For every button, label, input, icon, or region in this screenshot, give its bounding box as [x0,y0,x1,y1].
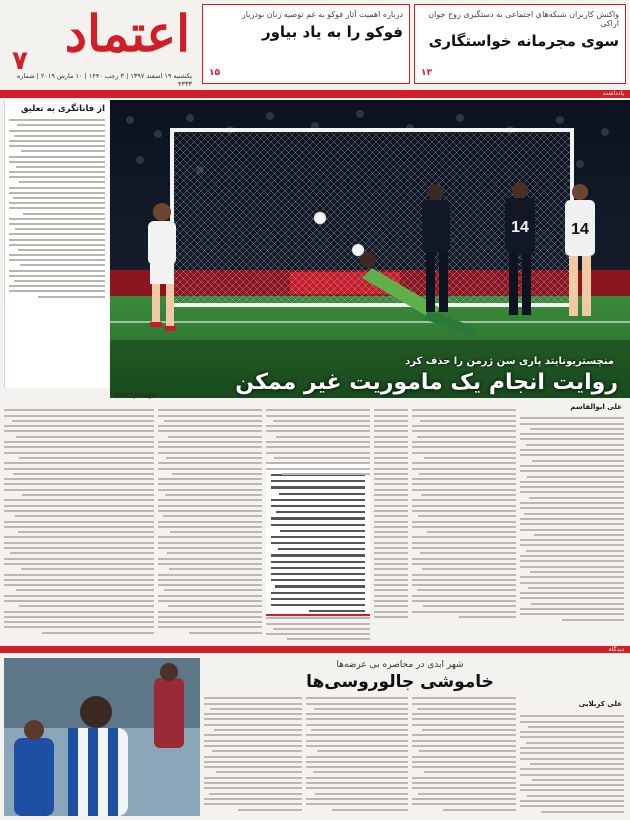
author-byline: علی ابوالقاسم [570,403,622,411]
article-column-4 [266,406,370,478]
section-bar [0,90,630,98]
teaser-page-number: ۱۳ [421,68,432,78]
section-label: یادداشت [602,90,624,97]
photo-headline: روایت انجام یک ماموریت غیر ممکن [235,370,618,395]
photo-kicker: منچستریونایتد پاری سن ژرمن را حذف کرد [405,356,614,367]
second-column-3 [306,694,408,814]
section-bar-bottom [0,646,630,653]
main-photo [110,100,630,398]
logo-wordmark: اعتماد [64,4,190,63]
article-column-2 [412,406,516,621]
jersey-number: 14 [571,221,589,238]
teaser-headline: سوی مجرمانه خواستگاری [428,32,619,50]
section-label-bottom: دیدگاه [608,646,624,653]
dateline: یکشنبه ۱۹ اسفند ۱۳۹۷ | ۳ رجب ۱۴۴۰ | ۱۰ مارس ۲۰۱۹ | شماره ۴۳۳۳ [16,72,192,88]
second-story-headline: خاموشی جالوروسی‌ها [306,672,494,692]
opinion-title: از فاناتگری به تعلیق [21,104,105,114]
photo-credit: ©GettyImages [114,392,159,399]
teaser-page-number: ۱۵ [209,68,220,78]
teaser-kicker: درباره اهمیت آثار فوکو به غم توصیه زنان بودریار [241,10,403,19]
issue-number: ۷ [12,46,28,76]
opinion-body [5,119,109,297]
teaser-kicker: واکنش کاربران شبکه‌های اجتماعی به دستگیری زوج جوان اراکی [428,10,619,28]
article-column-1 [520,414,624,624]
second-column-1 [520,712,624,816]
article-column-4b [266,614,370,644]
second-story-kicker: شهر ابدی در محاصره بی عرضه‌ها [336,660,464,670]
article-column-3 [374,406,408,621]
opinion-column [4,100,109,388]
teaser-box-1[interactable] [414,4,626,84]
second-story-author: علی کربلایی [578,700,622,708]
second-column-4 [204,694,302,814]
jersey-number: 14 [511,219,529,236]
teaser-box-2[interactable] [202,4,410,84]
teaser-headline: فوکو را به یاد بیاور [261,23,403,41]
second-story-photo [4,658,200,816]
second-column-2 [412,694,516,814]
article-column-5 [158,406,262,637]
article-column-6 [4,406,154,637]
pull-quote [266,462,370,616]
